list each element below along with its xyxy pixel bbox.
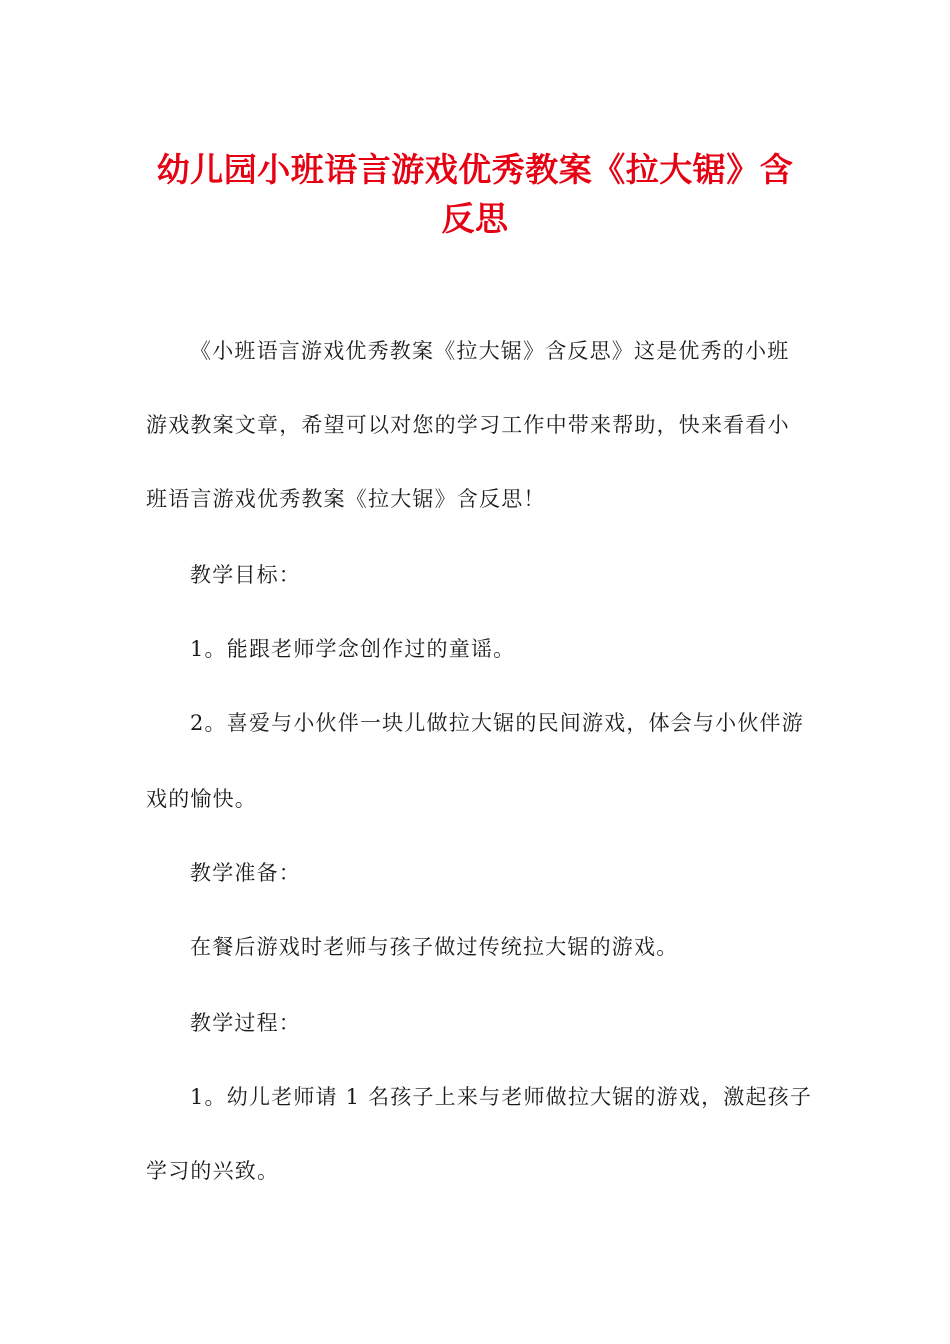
process-item-1-line-1: 1。幼儿老师请 1 名孩子上来与老师做拉大锯的游戏，激起孩子 [190,1085,813,1109]
goal-item-2-line-2: 戏的愉快。 [146,787,257,811]
section-heading-preparation: 教学准备： [190,861,301,885]
process-item-1-line-2: 学习的兴致。 [146,1159,280,1183]
section-heading-process: 教学过程： [190,1011,301,1035]
document-title-line-2: 反思 [441,199,509,238]
intro-paragraph-line-2: 游戏教案文章，希望可以对您的学习工作中带来帮助，快来看看小 [146,413,790,437]
goal-item-1: 1。能跟老师学念创作过的童谣。 [190,637,516,661]
document-title-line-1: 幼儿园小班语言游戏优秀教案《拉大锯》含 [156,150,794,189]
goal-item-2-line-1: 2。喜爱与小伙伴一块儿做拉大锯的民间游戏，体会与小伙伴游 [190,711,804,735]
intro-paragraph-line-1: 《小班语言游戏优秀教案《拉大锯》含反思》这是优秀的小班 [190,339,790,363]
preparation-text: 在餐后游戏时老师与孩子做过传统拉大锯的游戏。 [190,935,679,959]
intro-paragraph-line-3: 班语言游戏优秀教案《拉大锯》含反思！ [146,487,546,511]
section-heading-goals: 教学目标： [190,563,301,587]
